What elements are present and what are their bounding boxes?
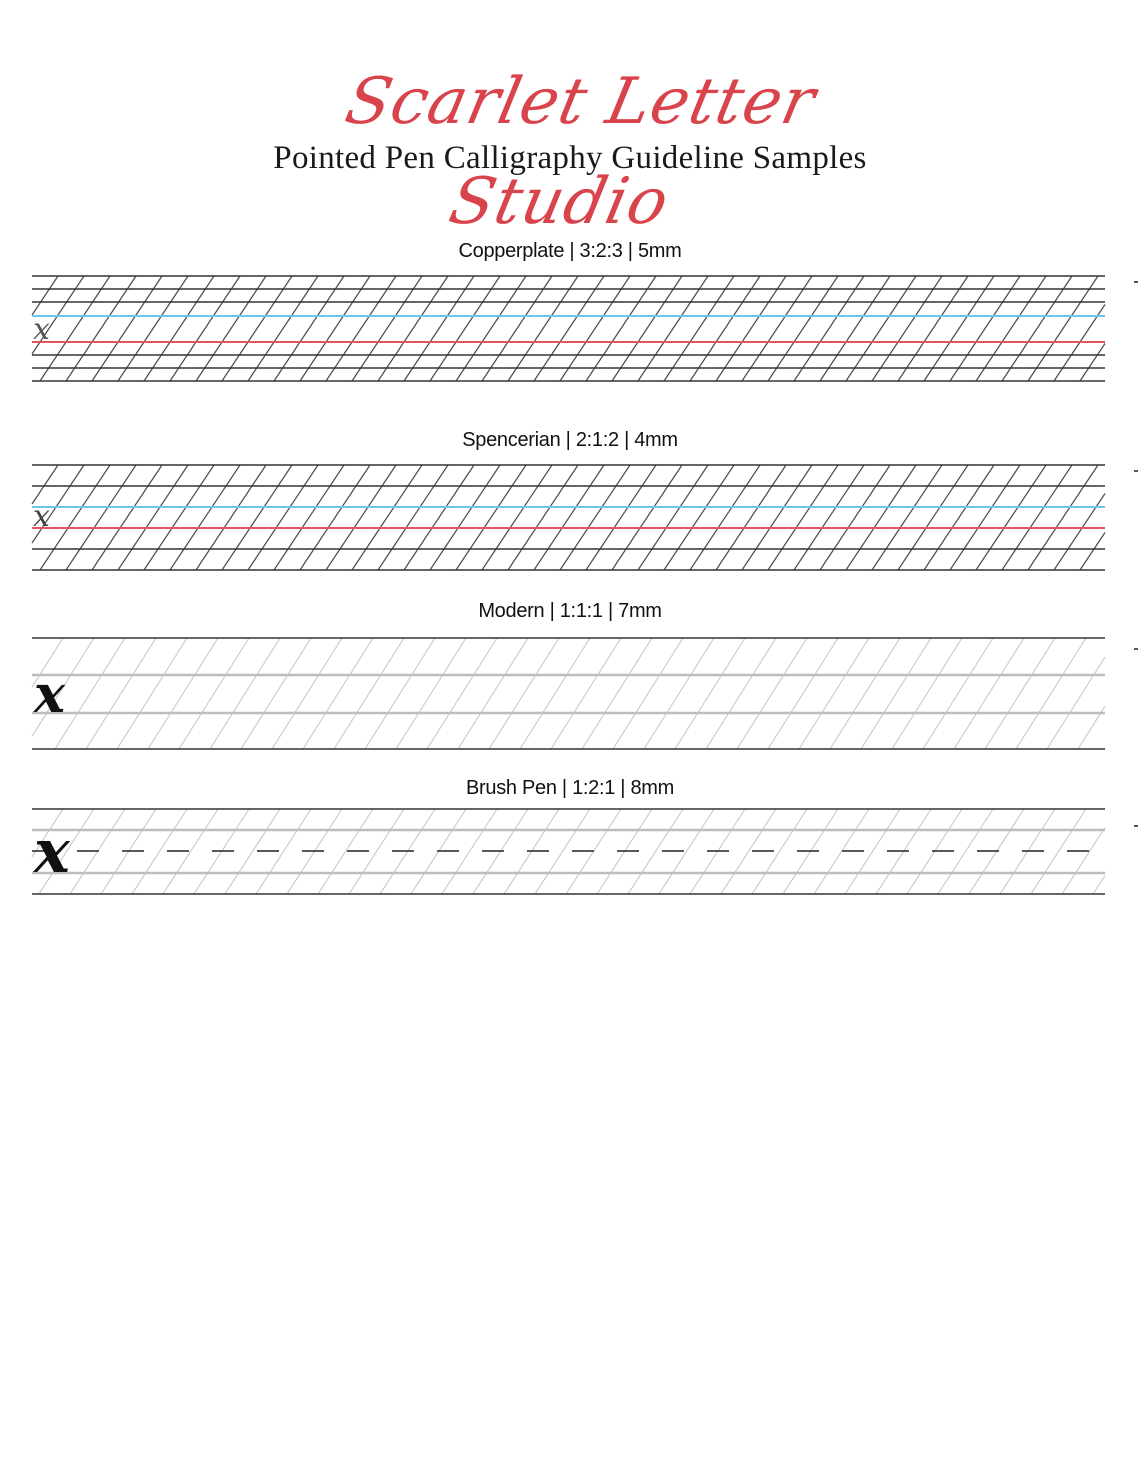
slant-line <box>404 276 474 381</box>
slant-line <box>820 276 890 381</box>
slant-line <box>1062 828 1105 895</box>
slant-line <box>1002 465 1072 570</box>
slant-line <box>86 638 156 749</box>
slant-line <box>352 276 422 381</box>
slant-line <box>456 276 526 381</box>
slant-line <box>118 465 188 570</box>
slant-line <box>170 276 240 381</box>
slant-line <box>742 465 812 570</box>
slant-line <box>861 638 931 749</box>
slant-line <box>737 638 807 749</box>
slant-line <box>144 276 214 381</box>
slant-line <box>326 465 396 570</box>
slant-line <box>742 276 812 381</box>
edge-mark <box>1134 281 1138 283</box>
slant-line <box>613 638 683 749</box>
slant-line <box>768 276 838 381</box>
slant-line <box>482 465 552 570</box>
slant-line <box>794 465 864 570</box>
slant-line <box>768 638 838 749</box>
slant-line <box>456 465 526 570</box>
slant-line <box>892 638 962 749</box>
slant-line <box>148 638 218 749</box>
slant-line <box>55 638 125 749</box>
slant-line <box>118 276 188 381</box>
slant-line <box>664 276 734 381</box>
slant-line <box>508 276 578 381</box>
slant-line <box>612 465 682 570</box>
slant-line <box>303 638 373 749</box>
slant-line <box>820 465 890 570</box>
sample-letter: x <box>34 817 70 887</box>
slant-line <box>846 465 916 570</box>
slant-line <box>396 638 466 749</box>
spencerian-guideline <box>32 465 1105 570</box>
slant-line <box>489 638 559 749</box>
slant-line <box>66 276 136 381</box>
slant-line <box>690 276 760 381</box>
slant-line <box>830 638 900 749</box>
slant-line <box>1054 494 1105 571</box>
slant-line <box>794 276 864 381</box>
slant-line <box>210 638 280 749</box>
slant-line <box>586 465 656 570</box>
slant-line <box>1093 876 1105 895</box>
slant-line <box>378 465 448 570</box>
slant-line <box>534 276 604 381</box>
slant-line <box>582 638 652 749</box>
slant-line <box>1080 533 1105 571</box>
slant-line <box>644 638 714 749</box>
studio-logo-text: Scarlet Letter Studio <box>339 65 823 239</box>
slant-line <box>482 276 552 381</box>
slant-line <box>638 465 708 570</box>
slant-line <box>248 276 318 381</box>
edge-mark <box>1134 648 1138 650</box>
brush-pen-guideline <box>32 809 1105 894</box>
slant-line <box>430 465 500 570</box>
slant-line <box>40 276 110 381</box>
slant-line <box>976 276 1046 381</box>
slant-line <box>248 465 318 570</box>
slant-line <box>334 638 404 749</box>
slant-line <box>365 638 435 749</box>
edge-mark <box>1134 825 1138 827</box>
slant-line <box>222 276 292 381</box>
slant-line <box>241 638 311 749</box>
slant-line <box>985 638 1055 749</box>
slant-line <box>950 465 1020 570</box>
slant-line <box>1080 344 1105 382</box>
slant-line <box>196 276 266 381</box>
slant-line <box>427 638 497 749</box>
slant-line <box>404 465 474 570</box>
slant-line <box>274 276 344 381</box>
slant-line <box>716 276 786 381</box>
slant-line <box>551 638 621 749</box>
slant-line <box>179 638 249 749</box>
slant-line <box>560 465 630 570</box>
slant-line <box>144 465 214 570</box>
spencerian-label: Spencerian | 2:1:2 | 4mm <box>462 429 678 451</box>
slant-line <box>898 276 968 381</box>
slant-line <box>326 276 396 381</box>
slant-line <box>768 465 838 570</box>
slant-line <box>92 465 162 570</box>
sample-letter: x <box>33 312 50 347</box>
slant-line <box>638 276 708 381</box>
slant-line <box>1016 638 1086 749</box>
slant-line <box>170 465 240 570</box>
slant-line <box>520 638 590 749</box>
brush-pen-label: Brush Pen | 1:2:1 | 8mm <box>465 777 675 799</box>
slant-line <box>1002 276 1072 381</box>
sample-letter: x <box>33 499 50 534</box>
slant-line <box>690 465 760 570</box>
slant-line <box>300 465 370 570</box>
copperplate-guideline <box>32 276 1105 381</box>
slant-line <box>954 638 1024 749</box>
slant-line <box>923 638 993 749</box>
slant-line <box>272 638 342 749</box>
slant-line <box>716 465 786 570</box>
slant-line <box>1047 657 1105 749</box>
slant-line <box>300 276 370 381</box>
slant-line <box>612 276 682 381</box>
modern-label: Modern | 1:1:1 | 7mm <box>478 600 662 622</box>
slant-line <box>92 276 162 381</box>
slant-line <box>846 276 916 381</box>
slant-line <box>222 465 292 570</box>
slant-line <box>66 465 136 570</box>
slant-line <box>872 276 942 381</box>
modern-guideline <box>32 638 1105 749</box>
slant-line <box>664 465 734 570</box>
slant-line <box>976 465 1046 570</box>
slant-line <box>586 276 656 381</box>
slant-line <box>872 465 942 570</box>
slant-line <box>352 465 422 570</box>
slant-line <box>1028 465 1098 570</box>
copperplate-label: Copperplate | 3:2:3 | 5mm <box>458 240 682 262</box>
slant-line <box>117 638 187 749</box>
slant-line <box>799 638 869 749</box>
sample-letter: x <box>34 664 66 725</box>
slant-line <box>534 465 604 570</box>
slant-line <box>32 276 58 315</box>
slant-line <box>378 276 448 381</box>
edge-mark <box>1134 470 1138 472</box>
slant-line <box>458 638 528 749</box>
slant-line <box>508 465 578 570</box>
slant-line <box>1028 276 1098 381</box>
slant-line <box>924 276 994 381</box>
slant-line <box>675 638 745 749</box>
slant-line <box>196 465 266 570</box>
page-title: Pointed Pen Calligraphy Guideline Samples <box>273 140 867 176</box>
slant-line <box>706 638 776 749</box>
slant-line <box>430 276 500 381</box>
slant-line <box>40 465 110 570</box>
slant-line <box>274 465 344 570</box>
slant-line <box>950 276 1020 381</box>
slant-line <box>924 465 994 570</box>
slant-line <box>560 276 630 381</box>
slant-line <box>898 465 968 570</box>
